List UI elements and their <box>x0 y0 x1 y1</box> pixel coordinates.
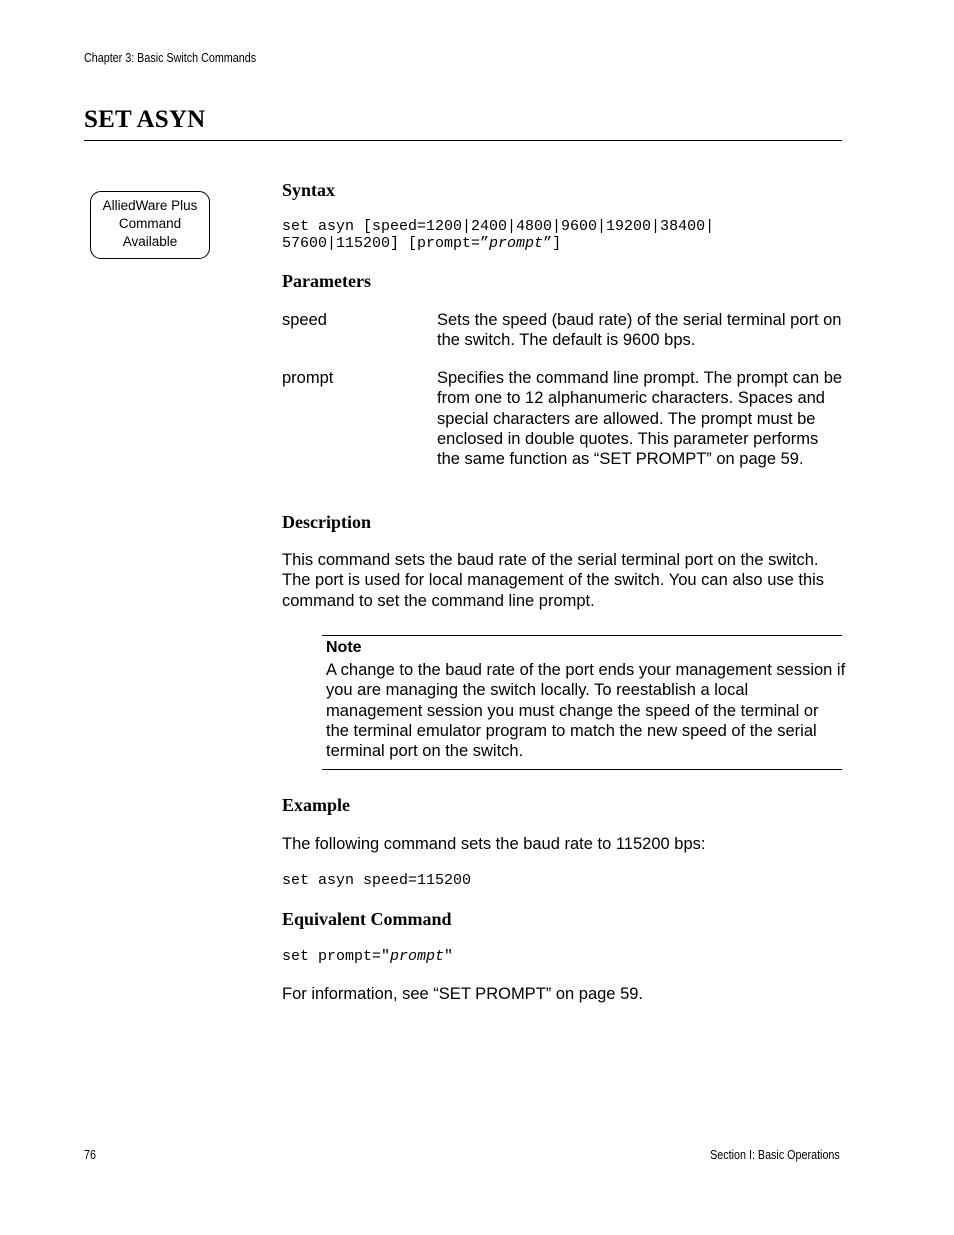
param-name: speed <box>282 311 327 329</box>
example-command: set asyn speed=115200 <box>282 872 472 889</box>
equivalent-prompt-placeholder: prompt <box>390 948 445 965</box>
equivalent-info: For information, see “SET PROMPT” on page 59. <box>282 985 644 1003</box>
running-header: Chapter 3: Basic Switch Commands <box>84 51 257 65</box>
param-description: Sets the speed (baud rate) of the serial terminal port on the switch. The default is 9600 bps. <box>437 311 842 350</box>
param-name: prompt <box>282 369 334 387</box>
example-heading: Example <box>282 795 351 815</box>
syntax-line: set asyn [speed=1200|2400|4800|9600|19200|38400| <box>282 218 715 235</box>
syntax-heading: Syntax <box>282 180 336 200</box>
param-description: Specifies the command line prompt. The prompt can be from one to 12 alphanumeric characters. Spaces and special characters are allowed. The prompt must be enclosed in double quotes. This parameter performs the same function as “SET PROMPT” on page 59. <box>437 369 843 469</box>
syntax-line-suffix: ”] <box>543 234 562 252</box>
note-bottom-rule <box>322 769 842 770</box>
example-text: The following command sets the baud rate to 115200 bps: <box>282 835 706 853</box>
badge-line: Command <box>118 216 182 231</box>
equivalent-command-suffix: " <box>444 948 454 965</box>
badge-line: Available <box>122 234 178 249</box>
equivalent-command <box>282 949 453 966</box>
description-text: This command sets the baud rate of the serial terminal port on the switch. The port is used for local management of the switch. You can also use this command to set the command line prompt. <box>282 551 825 610</box>
equivalent-command-prefix: set prompt=" <box>282 948 391 965</box>
note-text: A change to the baud rate of the port ends your management session if you are managing the switch locally. To reestablish a local management session you must change the speed of the terminal or the terminal emulator program to match the new speed of the serial terminal port on the switch. <box>326 661 846 761</box>
badge-line: AlliedWare Plus <box>102 198 198 213</box>
syntax-prompt-placeholder: prompt <box>489 234 544 252</box>
parameters-heading: Parameters <box>282 271 371 291</box>
title-rule <box>84 140 842 141</box>
syntax-line-prefix: 57600|115200] [prompt=” <box>282 234 490 252</box>
description-heading: Description <box>282 512 371 532</box>
alliedware-plus-badge <box>90 191 210 259</box>
syntax-block <box>282 219 714 252</box>
page-number: 76 <box>84 1148 96 1162</box>
note-label: Note <box>326 639 362 656</box>
note-top-rule <box>322 635 842 636</box>
running-footer-section: Section I: Basic Operations <box>710 1148 840 1162</box>
equivalent-heading: Equivalent Command <box>282 909 452 929</box>
page-title: SET ASYN <box>84 106 206 133</box>
